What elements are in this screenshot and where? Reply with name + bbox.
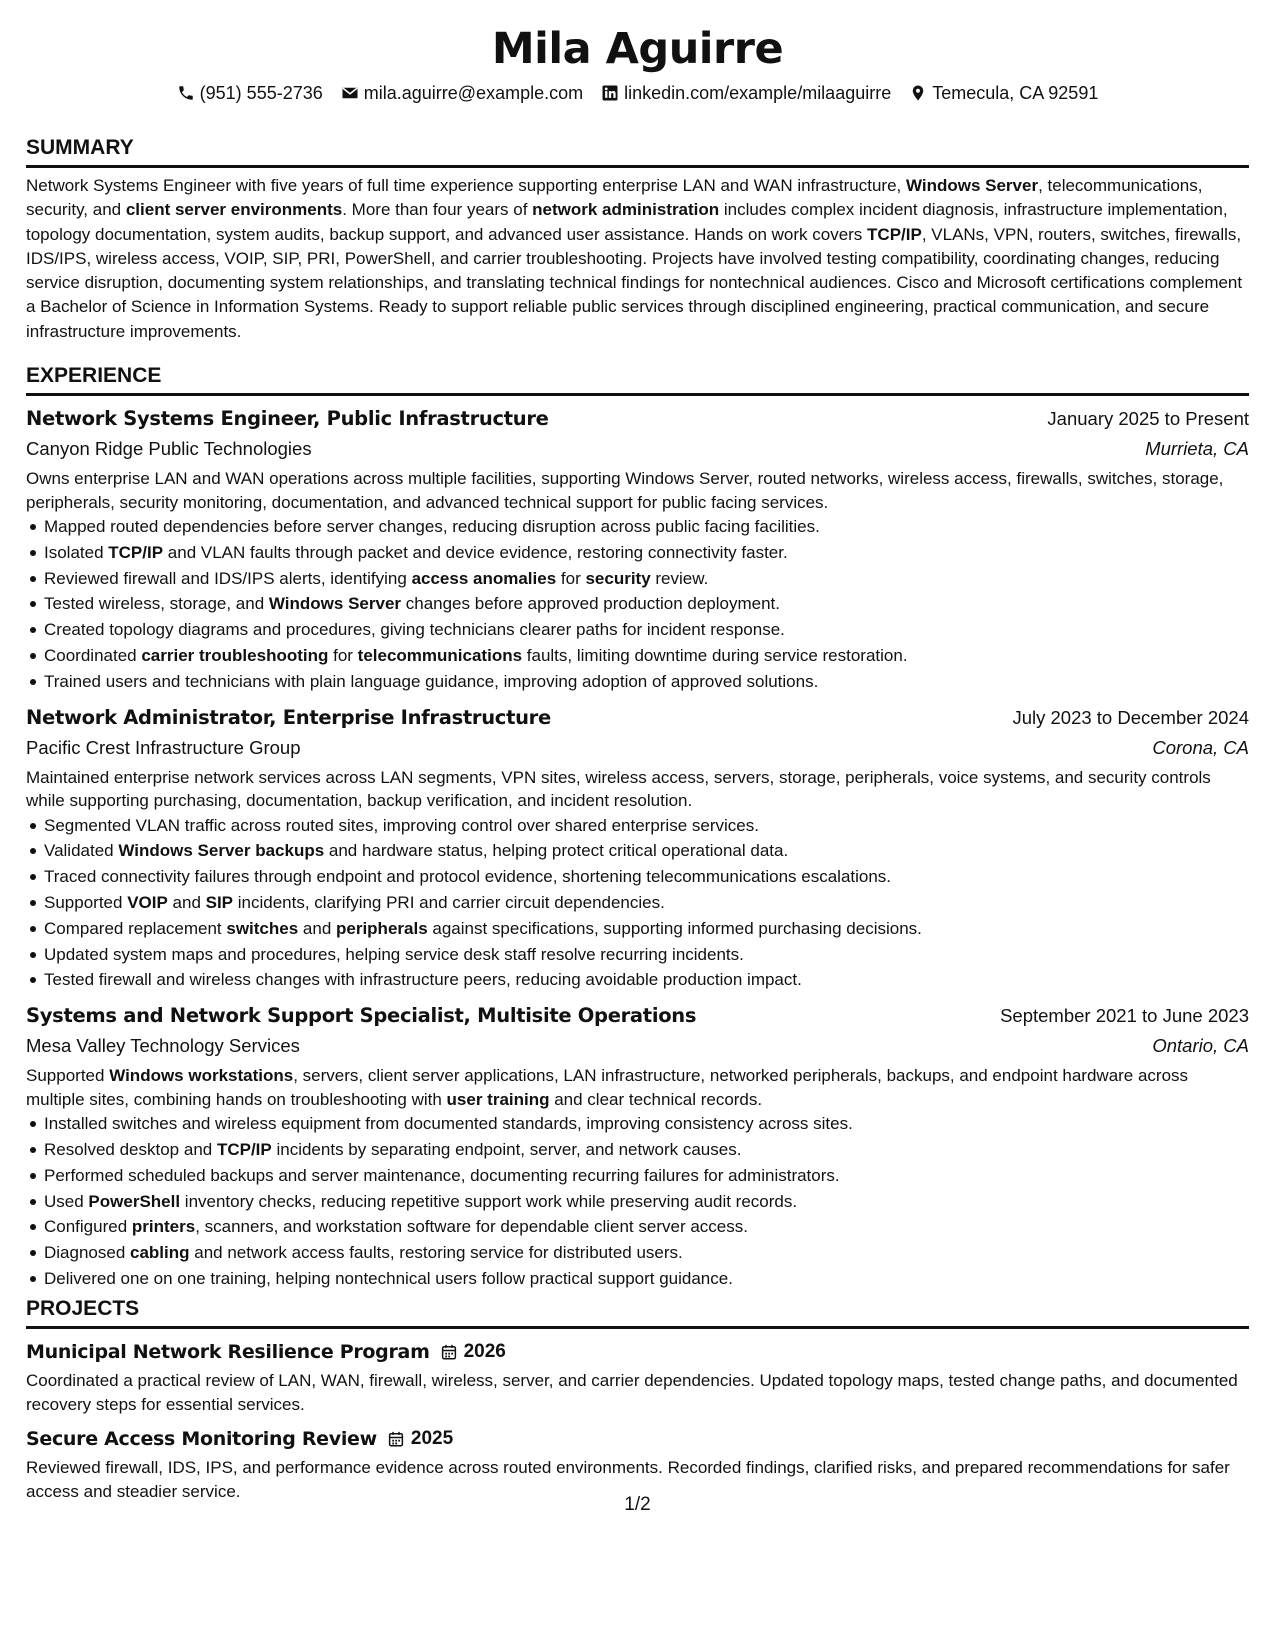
job-entry — [26, 404, 1249, 695]
emphasis-text: SIP — [205, 892, 234, 912]
map-pin-icon — [909, 84, 927, 102]
bullet-item: Updated system maps and procedures, helping service desk staff resolve recurring incidents. — [44, 942, 1249, 968]
contact-location — [909, 83, 1098, 104]
summary-section — [26, 135, 1249, 344]
project-title: Municipal Network Resilience Program — [26, 1341, 430, 1363]
job-dates: July 2023 to December 2024 — [1012, 706, 1249, 728]
emphasis-text: network administration — [532, 200, 720, 220]
summary-text: Network Systems Engineer with five years of full time experience supporting enterprise LAN and WAN infrastructure, Windows Server, telecommunications, security, and client server environments. More than four years of network administration includes complex incident diagnosis, infrastructure implementation, topology documentation, system audits, backup support, and advanced user assistance. Hands on work covers TCP/IP, VLANs, VPN, routers, switches, firewalls, IDS/IPS, wireless access, VOIP, SIP, PRI, PowerShell, and carrier troubleshooting. Projects have involved testing compatibility, coordinating changes, reducing service disruption, documenting system relationships, and translating technical findings for nontechnical audiences. Cisco and Microsoft certifications complement a Bachelor of Science in Information Systems. Ready to support reliable public services through disciplined engineering, practical communication, and secure infrastructure improvements. — [26, 176, 1243, 341]
bullet-item: Tested wireless, storage, and Windows Server changes before approved production deployment. — [44, 591, 1249, 617]
job-company: Mesa Valley Technology Services — [26, 1035, 300, 1057]
job-title: Systems and Network Support Specialist, Multisite Operations — [26, 1004, 697, 1028]
candidate-name: Mila Aguirre — [491, 24, 784, 74]
bullet-item: Compared replacement switches and peripherals against specifications, supporting informed purchasing decisions. — [44, 916, 1249, 942]
projects-section — [26, 1296, 1249, 1503]
emphasis-text: VOIP — [127, 892, 168, 912]
job-description: Owns enterprise LAN and WAN operations across multiple facilities, supporting Windows Server, routed networks, wireless access, firewalls, switches, storage, peripherals, security monitoring, documentation, and advanced technical support for public facing services. — [26, 469, 1224, 512]
experience-section — [26, 363, 1249, 1292]
bullet-item: Created topology diagrams and procedures, giving technicians clearer paths for incident response. — [44, 617, 1249, 643]
emphasis-text: cabling — [130, 1243, 190, 1263]
bullet-item: Resolved desktop and TCP/IP incidents by separating endpoint, server, and network causes. — [44, 1137, 1249, 1163]
job-description: Maintained enterprise network services across LAN segments, VPN sites, wireless access, servers, storage, peripherals, voice systems, and security controls while supporting purchasing, documentation, backup verification, and incident resolution. — [26, 767, 1211, 811]
phone-icon — [177, 84, 195, 102]
project-year: 2026 — [463, 1341, 506, 1362]
job-location: Ontario, CA — [1152, 1035, 1249, 1057]
linkedin-icon — [601, 84, 619, 102]
job-title: Network Administrator, Enterprise Infrastructure — [26, 705, 551, 729]
bullet-item: Segmented VLAN traffic across routed sites, improving control over shared enterprise services. — [44, 813, 1249, 839]
calendar-icon — [387, 1430, 405, 1448]
job-entry — [26, 703, 1249, 994]
bullet-item: Reviewed firewall and IDS/IPS alerts, identifying access anomalies for security review. — [44, 566, 1249, 592]
emphasis-text: switches — [226, 918, 299, 938]
bullet-item: Configured printers, scanners, and workstation software for dependable client server access. — [44, 1214, 1249, 1240]
emphasis-text: TCP/IP — [867, 224, 922, 244]
bullet-item: Used PowerShell inventory checks, reducing repetitive support work while preserving audit records. — [44, 1189, 1249, 1215]
project-description: Reviewed firewall, IDS, IPS, and performance evidence across routed environments. Recorded findings, clarified risks, and prepared recommendations for safer access and steadier service. — [26, 1458, 1230, 1501]
linkedin-text[interactable]: linkedin.com/example/milaaguirre — [624, 82, 892, 103]
job-entry — [26, 1001, 1249, 1292]
job-description: Supported Windows workstations, servers, client server applications, LAN infrastructure, networked peripherals, backups, and endpoint hardware across multiple sites, combining hands on troubleshooting with user training and clear technical records. — [26, 1066, 1189, 1109]
project-date — [387, 1428, 453, 1450]
job-bullets — [26, 514, 1249, 695]
job-dates: September 2021 to June 2023 — [1000, 1005, 1249, 1027]
emphasis-text: peripherals — [336, 918, 428, 938]
emphasis-text: printers — [131, 1217, 196, 1237]
contact-email[interactable] — [341, 83, 583, 104]
project-year: 2025 — [410, 1428, 454, 1449]
job-title: Network Systems Engineer, Public Infrastructure — [26, 407, 549, 430]
page-number: 1/2 — [624, 1494, 651, 1515]
bullet-item: Supported VOIP and SIP incidents, clarifying PRI and carrier circuit dependencies. — [44, 890, 1249, 916]
emphasis-text: TCP/IP — [216, 1139, 272, 1159]
job-company: Canyon Ridge Public Technologies — [26, 438, 312, 459]
emphasis-text: carrier troubleshooting — [141, 645, 329, 665]
bullet-item: Isolated TCP/IP and VLAN faults through packet and device evidence, restoring connectivity faster. — [44, 540, 1249, 566]
bullet-item: Delivered one on one training, helping nontechnical users follow practical support guidance. — [44, 1266, 1249, 1292]
project-title: Secure Access Monitoring Review — [26, 1428, 377, 1450]
emphasis-text: Windows workstations — [109, 1066, 294, 1086]
project-date — [440, 1341, 506, 1363]
bullet-item: Validated Windows Server backups and hardware status, helping protect critical operational data. — [44, 838, 1249, 864]
phone-text: (951) 555-2736 — [199, 82, 323, 103]
job-location: Corona, CA — [1152, 736, 1249, 758]
job-bullets — [26, 1111, 1249, 1292]
project-description: Coordinated a practical review of LAN, WAN, firewall, wireless, server, and carrier dependencies. Updated topology maps, tested change paths, and documented recovery steps for essential services. — [26, 1371, 1238, 1414]
project-entry — [26, 1337, 1249, 1416]
contact-bar — [26, 80, 1249, 106]
project-entry — [26, 1424, 1249, 1503]
bullet-item: Trained users and technicians with plain language guidance, improving adoption of approved solutions. — [44, 669, 1249, 695]
job-bullets — [26, 813, 1249, 994]
emphasis-text: Windows Server — [268, 594, 402, 614]
emphasis-text: client server environments — [125, 200, 343, 220]
summary-heading: SUMMARY — [26, 135, 1249, 168]
emphasis-text: user training — [446, 1089, 550, 1109]
contact-phone — [177, 83, 323, 104]
calendar-icon — [440, 1343, 458, 1361]
contact-linkedin[interactable] — [601, 83, 891, 104]
emphasis-text: TCP/IP — [108, 542, 164, 562]
location-text: Temecula, CA 92591 — [932, 82, 1099, 103]
job-company: Pacific Crest Infrastructure Group — [26, 736, 301, 758]
email-text[interactable]: mila.aguirre@example.com — [363, 82, 584, 103]
job-dates: January 2025 to Present — [1047, 408, 1249, 429]
bullet-item: Diagnosed cabling and network access faults, restoring service for distributed users. — [44, 1240, 1249, 1266]
bullet-item: Mapped routed dependencies before server changes, reducing disruption across public facing facilities. — [44, 514, 1249, 540]
experience-heading: EXPERIENCE — [26, 363, 1249, 396]
emphasis-text: security — [585, 568, 651, 588]
bullet-item: Coordinated carrier troubleshooting for telecommunications faults, limiting downtime during service restoration. — [44, 643, 1249, 669]
emphasis-text: access anomalies — [411, 568, 557, 588]
bullet-item: Installed switches and wireless equipment from documented standards, improving consistency across sites. — [44, 1111, 1249, 1137]
projects-heading: PROJECTS — [26, 1296, 1249, 1329]
emphasis-text: PowerShell — [88, 1191, 181, 1211]
bullet-item: Performed scheduled backups and server maintenance, documenting recurring failures for administrators. — [44, 1163, 1249, 1189]
bullet-item: Tested firewall and wireless changes with infrastructure peers, reducing avoidable production impact. — [44, 967, 1249, 993]
job-location: Murrieta, CA — [1145, 438, 1249, 459]
resume-page — [26, 0, 1249, 1650]
emphasis-text: telecommunications — [357, 645, 523, 665]
envelope-icon — [341, 84, 359, 102]
bullet-item: Traced connectivity failures through endpoint and protocol evidence, shortening telecommunications escalations. — [44, 864, 1249, 890]
emphasis-text: Windows Server backups — [118, 841, 325, 861]
emphasis-text: Windows Server — [905, 176, 1039, 195]
